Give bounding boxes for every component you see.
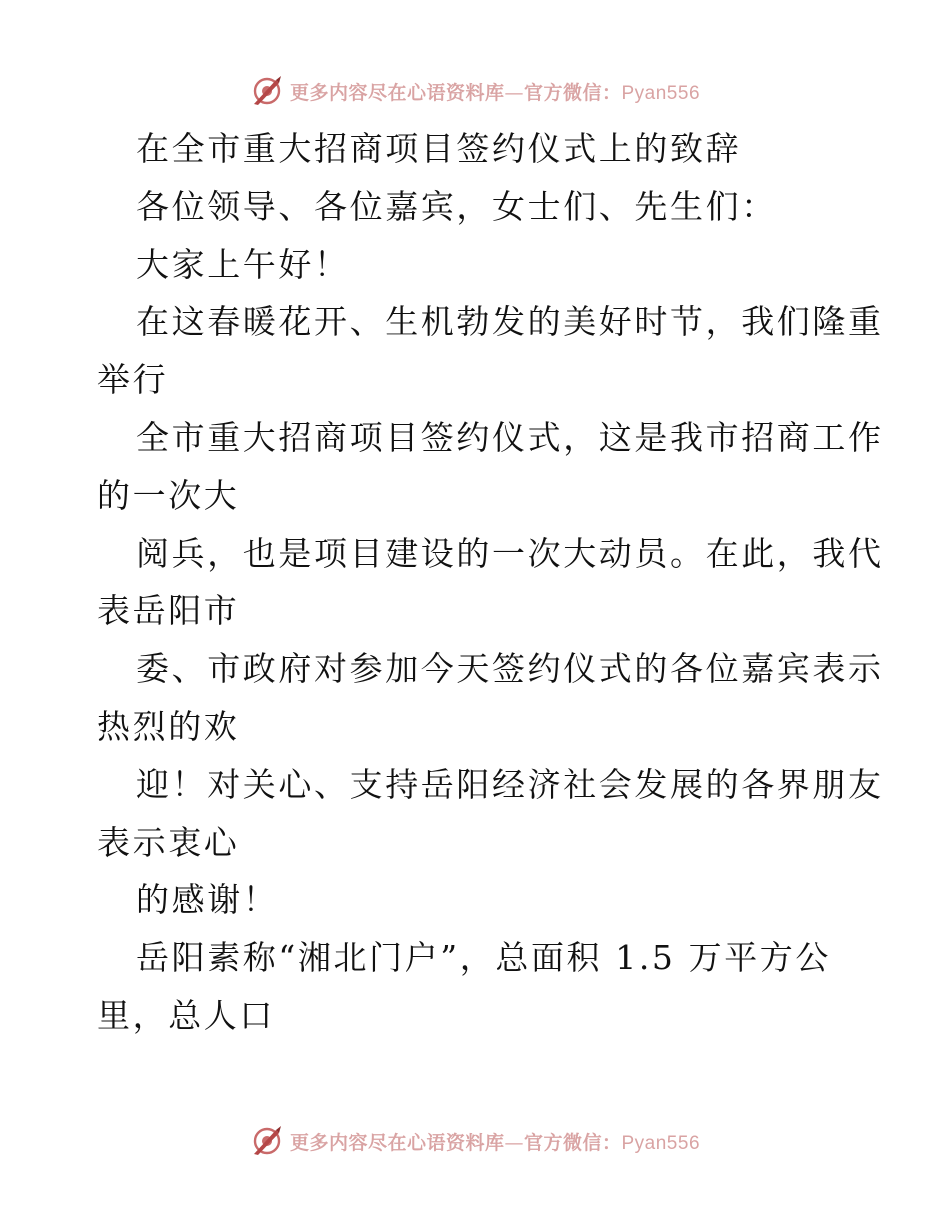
footer-banner-text — [290, 1128, 700, 1155]
paragraph-line: 在这春暖花开、生机勃发的美好时节，我们隆重 — [136, 302, 884, 342]
document-title: 在全市重大招商项目签约仪式上的致辞 — [136, 129, 742, 168]
document-body — [97, 120, 884, 1045]
paragraph-line: 的感谢！ — [136, 880, 279, 920]
footer-wechat-label: 官方微信： — [523, 1131, 622, 1154]
footer-wechat-id: Pyan556 — [621, 1132, 701, 1154]
paragraph-line: 阅兵，也是项目建设的一次大动员。在此，我代 — [136, 533, 884, 573]
paragraph-line: 迎！对关心、支持岳阳经济社会发展的各界朋友 — [136, 764, 884, 804]
paragraph-line: 举行 — [97, 360, 169, 400]
paragraph-line: 表岳阳市 — [97, 591, 240, 631]
paragraph-line: 表示衷心 — [97, 822, 240, 862]
footer-banner-title: 更多内容尽在心语资料库 — [289, 1131, 505, 1154]
header-banner — [0, 71, 950, 111]
quill-circle-logo-icon — [250, 1124, 284, 1158]
greeting: 大家上午好！ — [136, 244, 350, 284]
paragraph-line: 全市重大招商项目签约仪式，这是我市招商工作 — [136, 417, 884, 457]
header-banner-separator: — — [504, 81, 524, 104]
header-banner-text — [290, 78, 700, 105]
paragraph-line: 的一次大 — [97, 475, 240, 515]
header-banner-title: 更多内容尽在心语资料库 — [289, 81, 505, 104]
paragraph-line: 岳阳素称“湘北门户”，总面积 1.5 万平方公 — [136, 938, 832, 978]
footer-banner — [0, 1121, 950, 1161]
paragraph-line: 里，总人口 — [97, 995, 275, 1035]
paragraph-line: 热烈的欢 — [97, 706, 240, 746]
salutation: 各位领导、各位嘉宾，女士们、先生们： — [136, 186, 777, 226]
footer-banner-separator: — — [504, 1131, 524, 1154]
header-wechat-id: Pyan556 — [621, 82, 701, 104]
quill-circle-logo-icon — [250, 74, 284, 108]
paragraph-line: 委、市政府对参加今天签约仪式的各位嘉宾表示 — [136, 649, 884, 689]
header-wechat-label: 官方微信： — [523, 81, 622, 104]
